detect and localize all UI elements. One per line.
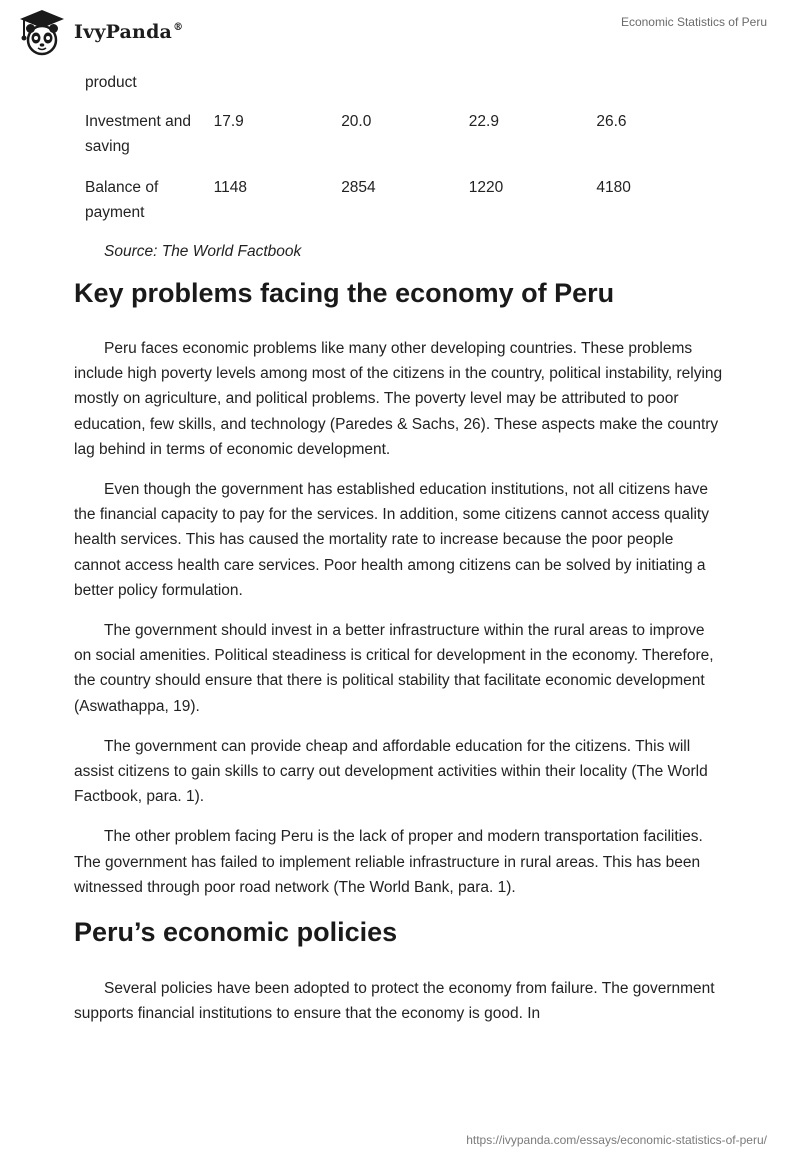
table-cell <box>469 70 597 109</box>
section-heading-key-problems: Key problems facing the economy of Peru <box>74 278 615 308</box>
table-cell: 1148 <box>213 179 247 196</box>
table-source-note: Source: The World Factbook <box>104 243 302 260</box>
table-row <box>85 175 724 225</box>
section-heading-economic-policies: Peru’s economic policies <box>74 917 398 948</box>
economic-statistics-table <box>85 70 724 225</box>
table-cell <box>214 70 342 109</box>
panda-graduate-icon <box>16 8 68 56</box>
table-cell: 20.0 <box>341 113 372 130</box>
table-cell: 4180 <box>596 179 631 196</box>
table-row <box>85 109 724 175</box>
paragraph: Peru faces economic problems like many other developing countries. These problems include high poverty levels among most of the citizens in the country, political instability, relying mostly on agriculture, and political problems. The poverty level may be attributed to poor education, few skills, and technology (Paredes & Sachs, 26). These aspects make the country lag behind in terms of economic development. <box>74 340 723 458</box>
table-row-label: Balance of payment <box>85 179 159 221</box>
ivypanda-logo[interactable] <box>16 8 183 56</box>
page-header <box>0 0 800 70</box>
table-cell: 17.9 <box>213 113 244 130</box>
footer-url-link[interactable]: https://ivypanda.com/essays/economic-statistics-of-peru/ <box>466 1133 767 1147</box>
table-row-label: Investment and saving <box>85 113 191 155</box>
paragraph: The government can provide cheap and affordable education for the citizens. This will assist citizens to gain skills to carry out development activities within their locality (The World Factbook, para. 1). <box>74 737 708 806</box>
paragraph: Even though the government has established education institutions, not all citizens have the financial capacity to pay for the services. In addition, some citizens cannot access quality health services. This has caused the mortality rate to increase because the poor people cannot access health care services. Poor health among citizens can be solved by initiating a better policy formulation. <box>74 481 709 599</box>
table-cell <box>596 70 724 109</box>
table-cell: 2854 <box>341 179 376 196</box>
article-content <box>74 70 724 1041</box>
table-row-label: product <box>85 74 137 91</box>
section-body-key-problems <box>74 336 724 900</box>
table-cell: 1220 <box>468 179 504 196</box>
document-title: Economic Statistics of Peru <box>620 15 767 29</box>
logo-text: IvyPanda® <box>74 21 184 43</box>
table-row <box>85 70 724 109</box>
table-cell: 26.6 <box>596 113 627 130</box>
section-body-economic-policies <box>74 976 724 1026</box>
table-cell <box>341 70 469 109</box>
paragraph: The other problem facing Peru is the lack of proper and modern transportation facilities. The government has failed to implement reliable infrastructure in rural areas. This has been witnessed through poor road network (The World Bank, para. 1). <box>74 828 703 896</box>
paragraph: The government should invest in a better infrastructure within the rural areas to improve on social amenities. Political steadiness is critical for development in the economy. Therefore, the country should ensure that there is political stability that facilitate economic development (Aswathappa, 19). <box>74 622 714 715</box>
paragraph: Several policies have been adopted to protect the economy from failure. The government supports financial institutions to ensure that the economy is good. In <box>74 980 715 1023</box>
table-cell: 22.9 <box>468 113 499 130</box>
